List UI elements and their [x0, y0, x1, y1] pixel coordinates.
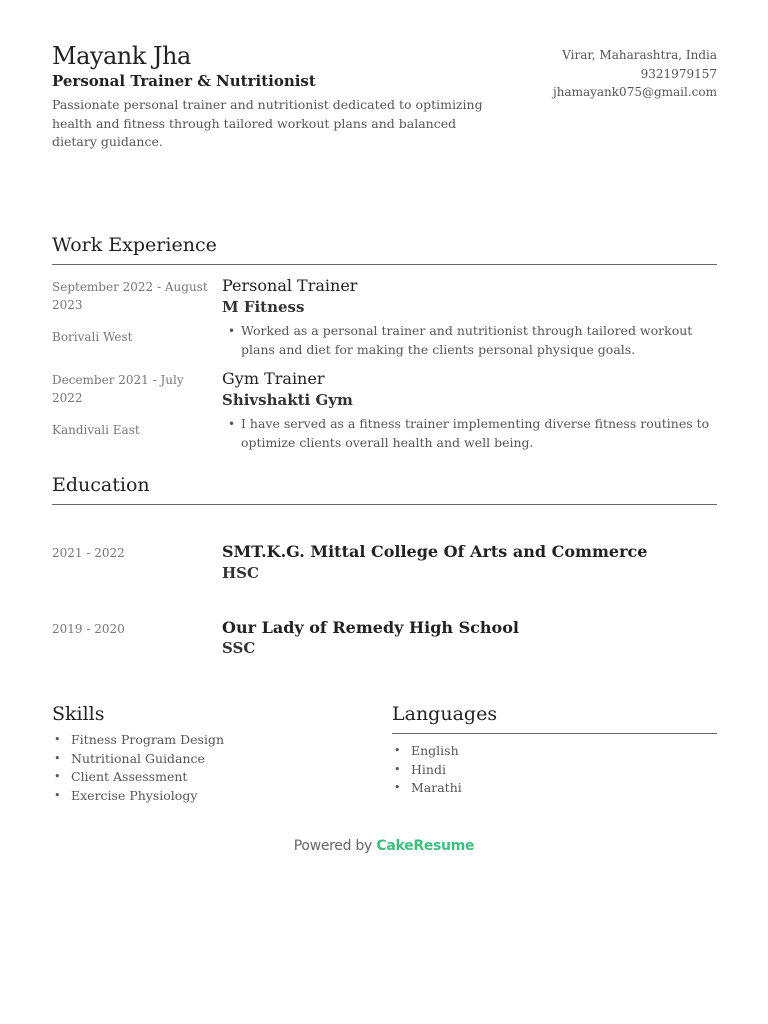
- skills-heading: Skills: [52, 703, 105, 725]
- work-item-2-title: Gym Trainer: [222, 369, 325, 388]
- contact-location: Virar, Maharashtra, India: [562, 48, 717, 62]
- list-item: • I have served as a fitness trainer implementing diverse fitness routines to optimize clients overall health and well being.: [228, 416, 710, 450]
- cakeresume-logo[interactable]: CakeResume: [376, 838, 475, 854]
- list-item: • Client Assessment: [52, 768, 372, 787]
- languages-heading: Languages: [392, 703, 498, 725]
- list-item: • Hindi: [392, 761, 712, 780]
- skills-list: [52, 731, 372, 805]
- work-item-1-title: Personal Trainer: [222, 276, 358, 295]
- list-item: • Nutritional Guidance: [52, 750, 372, 769]
- languages-divider: [392, 733, 717, 734]
- powered-by-footer[interactable]: [0, 838, 768, 854]
- work-item-1-company: M Fitness: [222, 298, 305, 316]
- bullet-icon: •: [54, 788, 61, 802]
- bullet-icon: •: [228, 324, 236, 338]
- work-experience-divider: [52, 264, 717, 265]
- work-item-2-bullets: [222, 415, 717, 452]
- bullet-icon: •: [228, 417, 236, 431]
- profile-summary: Passionate personal trainer and nutritionist dedicated to optimizing health and fitness through tailored workout plans and balanced dietary guidance.: [52, 97, 483, 149]
- candidate-name: Mayank Jha: [52, 42, 191, 70]
- work-item-2-company: Shivshakti Gym: [222, 391, 353, 409]
- education-item-1-date: 2021 - 2022: [52, 546, 125, 560]
- bullet-icon: •: [54, 733, 61, 746]
- education-item-2-degree: SSC: [222, 639, 256, 657]
- education-item-1-degree: HSC: [222, 564, 259, 582]
- work-experience-heading: Work Experience: [52, 234, 217, 256]
- contact-block: [553, 46, 717, 102]
- education-item-2-school: Our Lady of Remedy High School: [222, 618, 519, 637]
- bullet-icon: •: [394, 762, 401, 776]
- list-item: • Fitness Program Design: [52, 731, 372, 750]
- languages-list: [392, 742, 712, 798]
- list-item: • English: [392, 742, 712, 761]
- education-item-2-date: 2019 - 2020: [52, 622, 125, 636]
- bullet-icon: •: [54, 770, 61, 783]
- list-item: • Exercise Physiology: [52, 787, 372, 806]
- job-headline: Personal Trainer & Nutritionist: [52, 72, 316, 90]
- bullet-icon: •: [394, 781, 401, 794]
- bullet-icon: •: [54, 751, 61, 765]
- education-item-1-school: SMT.K.G. Mittal College Of Arts and Commerce: [222, 542, 648, 561]
- work-item-1-location: Borivali West: [52, 330, 133, 344]
- bullet-icon: •: [394, 744, 401, 757]
- work-item-2-location: Kandivali East: [52, 423, 140, 437]
- work-item-1-bullets: [222, 322, 717, 359]
- education-heading: Education: [52, 474, 150, 496]
- list-item: • Worked as a personal trainer and nutritionist through tailored workout plans and diet for making the clients personal physique goals.: [228, 323, 693, 357]
- list-item: • Marathi: [392, 779, 712, 798]
- work-item-2-date: December 2021 - July 2022: [52, 373, 184, 405]
- education-divider: [52, 504, 717, 505]
- contact-phone: 9321979157: [640, 66, 717, 81]
- powered-by-label: Powered by: [293, 838, 372, 854]
- contact-email[interactable]: jhamayank075@gmail.com: [552, 85, 717, 99]
- work-item-1-date: September 2022 - August 2023: [52, 280, 208, 312]
